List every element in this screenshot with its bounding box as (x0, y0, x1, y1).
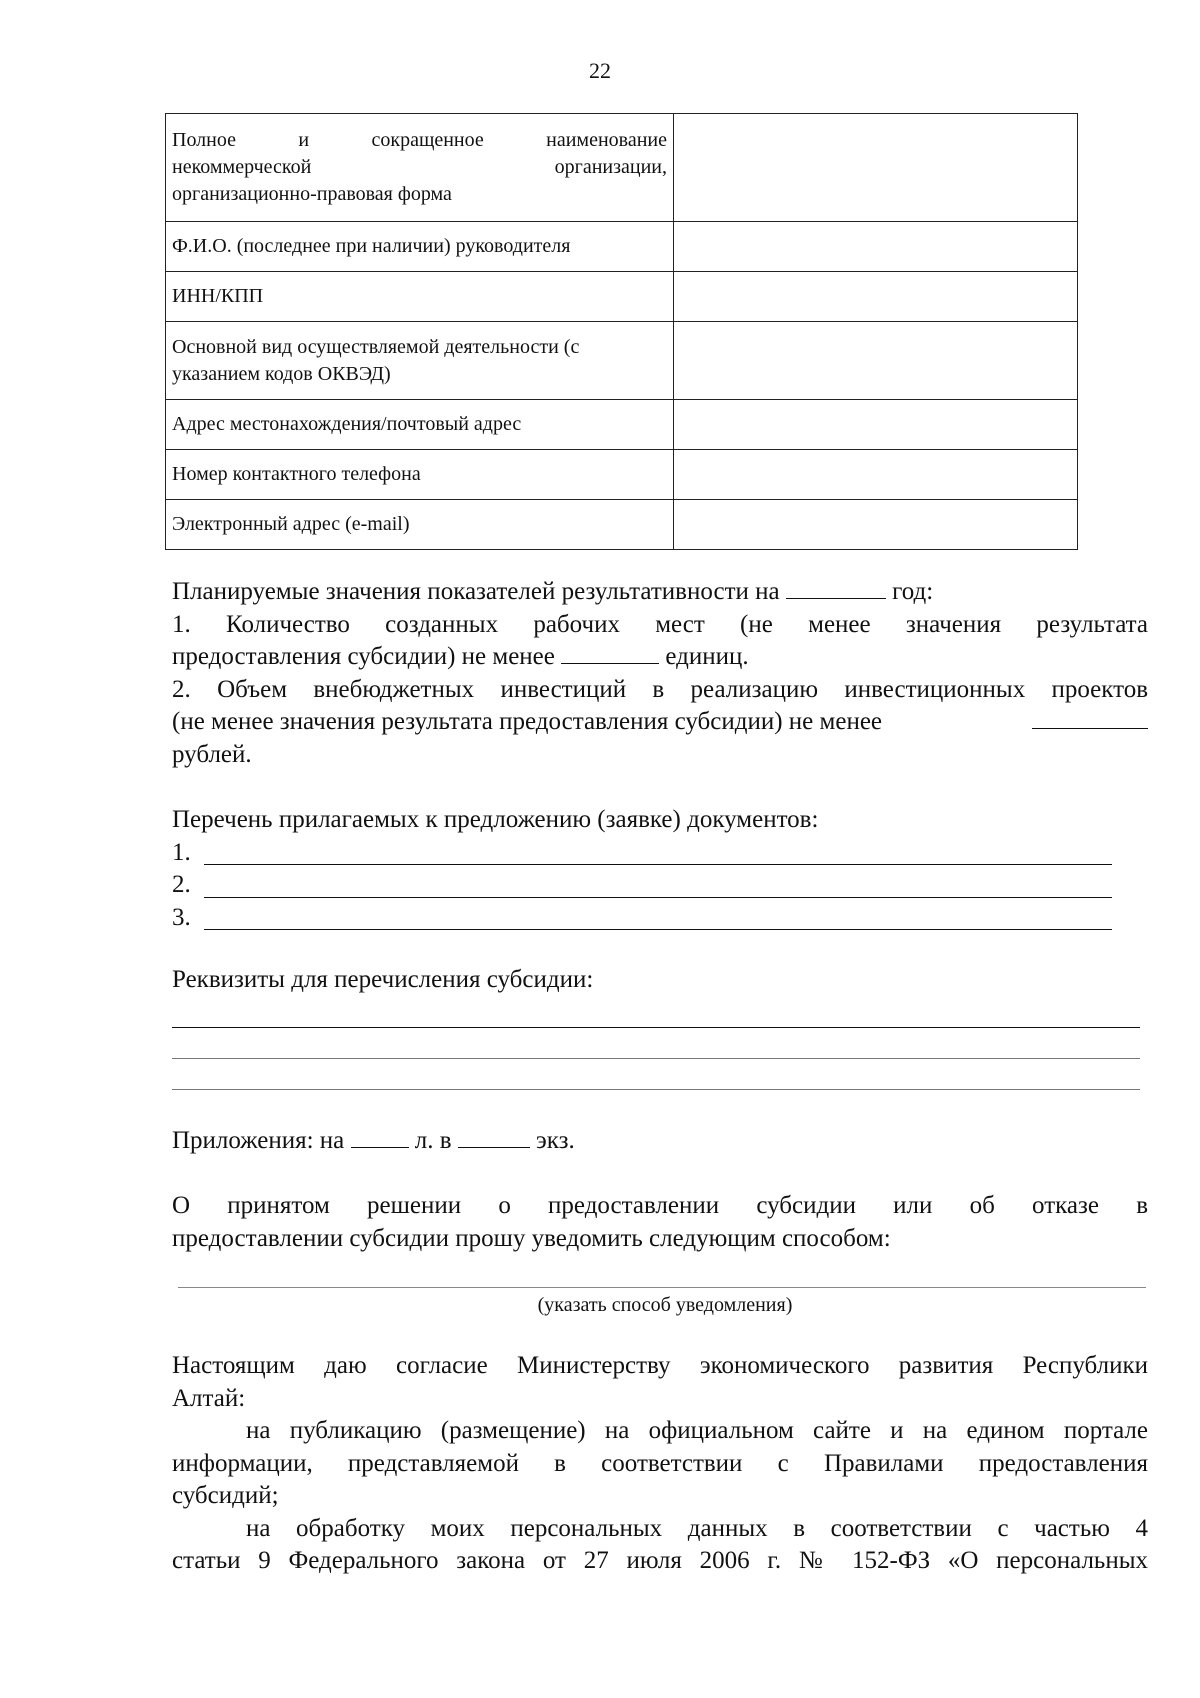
consent-section (172, 1350, 1148, 1578)
indicator-item-2-text: (не менее значения результата предоставления субсидии) не менее (172, 708, 883, 735)
document-list-number: 1. (172, 838, 191, 866)
consent-line: на обработку моих персональных данных в соответствии с частью 4 (246, 1514, 1148, 1542)
document-blank-line[interactable] (204, 897, 1112, 898)
indicators-section (172, 576, 1148, 771)
indicators-heading-suffix: год: (892, 578, 934, 605)
attachments-line (172, 1125, 1148, 1158)
table-label-line: Основной вид осуществляемой деятельности (с (172, 335, 580, 358)
indicators-heading (172, 576, 1148, 609)
table-label-line: некоммерческой организации, (172, 156, 667, 178)
indicator-item-1-line (172, 641, 1148, 674)
sheets-count-blank[interactable] (351, 1125, 409, 1148)
documents-heading: Перечень прилагаемых к предложению (заявке) документов: (172, 806, 819, 833)
attachments-middle: л. в (414, 1127, 452, 1154)
investment-amount-blank[interactable] (1032, 706, 1148, 729)
indicator-item-1-prefix: предоставления субсидии) не менее (172, 643, 555, 670)
table-label-cell: ИНН/КПП (166, 272, 674, 322)
table-label-cell (166, 322, 674, 400)
table-label-line: Полное и сокращенное наименование (172, 129, 667, 151)
consent-line: на публикацию (размещение) на официальном сайте и на едином портале (246, 1417, 1148, 1444)
notification-section (172, 1190, 1148, 1255)
jobs-count-blank[interactable] (561, 641, 659, 664)
document-blank-line[interactable] (204, 929, 1112, 930)
table-row (166, 322, 1078, 400)
consent-line: Алтай: (172, 1384, 246, 1412)
consent-line: Настоящим даю согласие Министерству экономического развития Республики (172, 1352, 1148, 1379)
attachments-suffix: экз. (536, 1127, 575, 1154)
notification-caption: (указать способ уведомления) (537, 1294, 793, 1316)
document-list-item[interactable] (172, 869, 1148, 902)
table-row (166, 114, 1078, 222)
document-blank-line[interactable] (204, 864, 1112, 865)
table-label-cell: Электронный адрес (e-mail) (166, 500, 674, 550)
consent-line: субсидий; (172, 1482, 279, 1509)
table-value-cell[interactable] (674, 272, 1078, 322)
table-value-cell[interactable] (674, 114, 1078, 222)
table-label-cell: Номер контактного телефона (166, 450, 674, 500)
requisites-heading: Реквизиты для перечисления субсидии: (172, 966, 594, 993)
organization-info-table (165, 113, 1078, 550)
indicators-heading-prefix: Планируемые значения показателей результативности на (172, 578, 780, 605)
table-row (166, 400, 1078, 450)
notification-method-blank[interactable] (178, 1287, 1146, 1288)
indicator-item-1-line: 1. Количество созданных рабочих мест (не менее значения результата (172, 610, 1148, 638)
table-label-line: организационно-правовая форма (172, 183, 452, 205)
table-value-cell[interactable] (674, 500, 1078, 550)
table-label-cell: Ф.И.О. (последнее при наличии) руководителя (166, 222, 674, 272)
indicator-item-2-line (172, 706, 1148, 739)
requisites-blank-line[interactable] (172, 1027, 1140, 1028)
notification-line: О принятом решении о предоставлении субсидии или об отказе в (172, 1192, 1148, 1219)
document-list-item[interactable] (172, 902, 1148, 935)
table-value-cell[interactable] (674, 322, 1078, 400)
document-list-number: 2. (172, 871, 191, 898)
table-value-cell[interactable] (674, 400, 1078, 450)
requisites-blank-line[interactable] (172, 1089, 1140, 1090)
document-list-item[interactable] (172, 837, 1148, 870)
table-row (166, 222, 1078, 272)
indicator-item-2-line: рублей. (172, 740, 252, 768)
attachments-prefix: Приложения: на (172, 1127, 345, 1154)
documents-section (172, 804, 1148, 934)
consent-line: информации, представляемой в соответствии с Правилами предоставления (172, 1449, 1148, 1477)
table-label-cell: Адрес местонахождения/почтовый адрес (166, 400, 674, 450)
table-label-line: указанием кодов ОКВЭД) (172, 362, 391, 385)
page-number: 22 (589, 58, 611, 83)
table-value-cell[interactable] (674, 450, 1078, 500)
table-row (166, 500, 1078, 550)
document-list-number: 3. (172, 903, 191, 931)
indicator-item-2-line: 2. Объем внебюджетных инвестиций в реализацию инвестиционных проектов (172, 675, 1148, 703)
notification-line: предоставлении субсидии прошу уведомить следующим способом: (172, 1224, 891, 1252)
table-row (166, 272, 1078, 322)
requisites-blank-line[interactable] (172, 1058, 1140, 1059)
consent-line: статьи 9 Федерального закона от 27 июля 2006 г. № 152-ФЗ «О персональных (172, 1547, 1148, 1574)
table-value-cell[interactable] (674, 222, 1078, 272)
copies-count-blank[interactable] (458, 1125, 530, 1148)
year-blank[interactable] (786, 576, 886, 599)
table-label-cell (166, 114, 674, 222)
table-row (166, 450, 1078, 500)
indicator-item-1-suffix: единиц. (665, 643, 749, 670)
